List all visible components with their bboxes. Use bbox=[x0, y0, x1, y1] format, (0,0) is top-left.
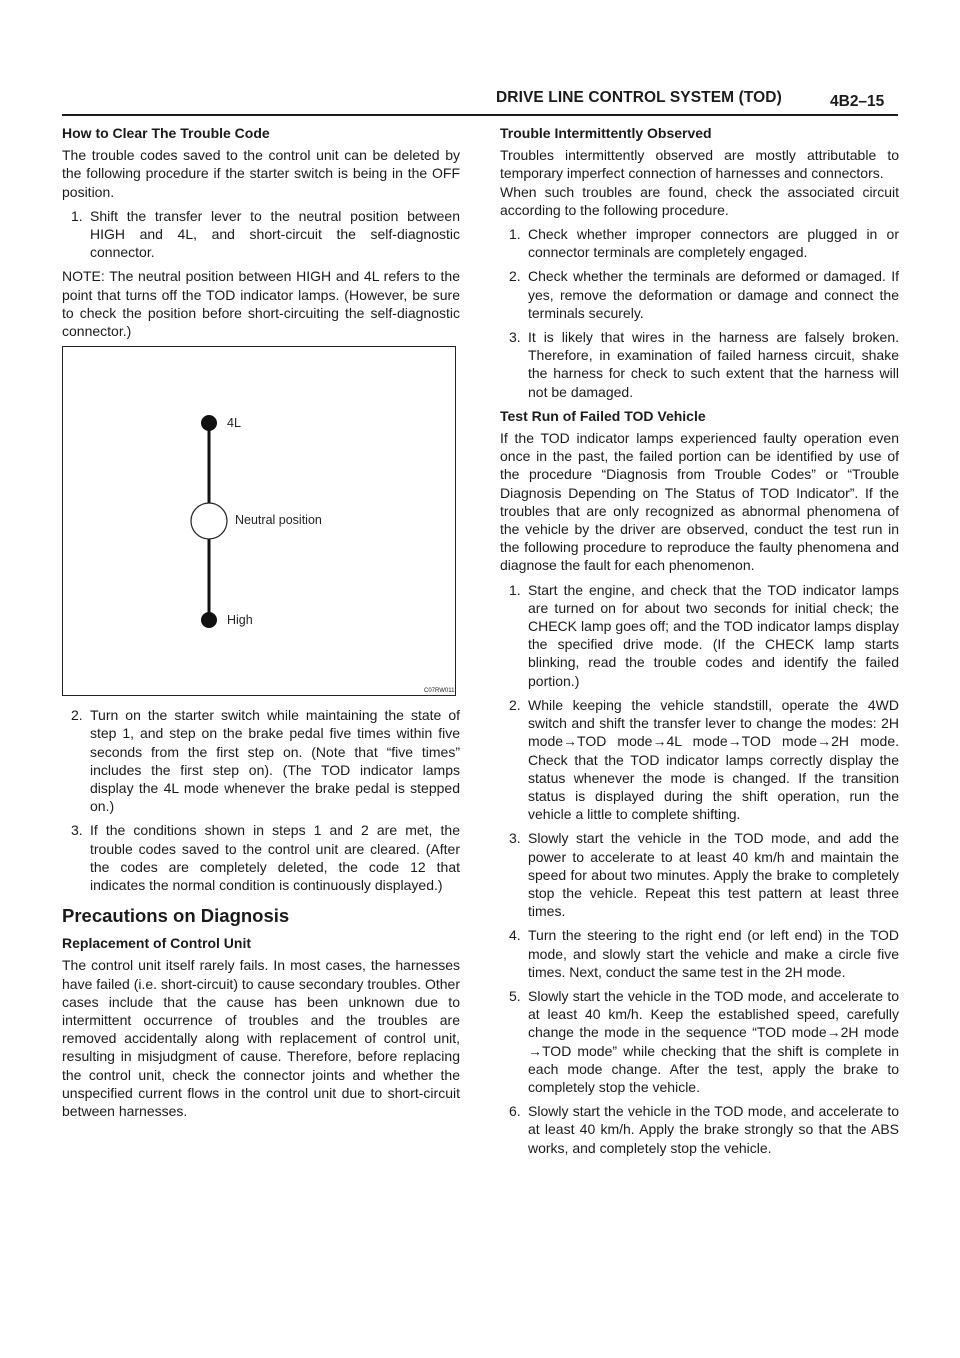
replacement-heading: Replacement of Control Unit bbox=[62, 935, 252, 952]
header-divider bbox=[62, 114, 898, 116]
step-number: 6. bbox=[509, 1103, 521, 1120]
intermittent-paragraph-1: Troubles intermittently observed are mostly attributable to temporary imperfect connection of harnesses and connectors. bbox=[500, 147, 899, 182]
step-text: Shift the transfer lever to the neutral position between HIGH and 4L, and short-circuit the self-diagnostic connector. bbox=[90, 207, 460, 261]
left-column bbox=[62, 124, 460, 1126]
step-number: 3. bbox=[509, 830, 521, 847]
step-text: Turn the steering to the right end (or left end) in the TOD mode, and slowly start the vehicle and make a circle five times. Next, conduct the same test in the 2H mode. bbox=[528, 927, 899, 980]
list-item bbox=[500, 696, 899, 823]
clear-steps-list-a bbox=[62, 207, 460, 262]
list-item bbox=[500, 829, 899, 920]
clear-steps-list-b bbox=[62, 706, 460, 894]
step-text: Slowly start the vehicle in the TOD mode, and add the power to accelerate to at least 40 km/h and maintain the speed for about two minutes. Apply the brake to completely stop the vehicle. Repeat this test pattern at least three times. bbox=[528, 830, 899, 920]
list-item bbox=[62, 207, 460, 262]
step-number: 1. bbox=[71, 207, 83, 224]
precautions-heading: Precautions on Diagnosis bbox=[62, 905, 290, 927]
step-text: Turn on the starter switch while maintaining the state of step 1, and step on the brake pedal five times within five seconds from the first step on. (Note that “five times” includes the first step on). (The TOD indicator lamps display the 4L mode whenever the brake pedal is stepped on.) bbox=[90, 707, 460, 815]
step-text: Start the engine, and check that the TOD indicator lamps are turned on for about two seconds for initial check; the CHECK lamp goes off; and the TOD indicator lamps display the specified drive mode. (If the CHECK lamp starts blinking, read the trouble codes and identify the failed portion.) bbox=[528, 581, 899, 689]
step-number: 5. bbox=[509, 987, 521, 1004]
step-number: 1. bbox=[509, 581, 521, 598]
transfer-lever-figure bbox=[62, 346, 456, 696]
intermittent-paragraph-2: When such troubles are found, check the associated circuit according to the following procedure. bbox=[500, 183, 899, 218]
transfer-lever-diagram bbox=[63, 347, 457, 697]
step-text: It is likely that wires in the harness are falsely broken. Therefore, in examination of failed harness circuit, shake the harness for check to such extent that the harness will not be damaged. bbox=[528, 329, 899, 400]
list-item bbox=[500, 1102, 899, 1157]
step-number: 3. bbox=[71, 822, 83, 839]
step-number: 1. bbox=[509, 226, 521, 243]
list-item bbox=[500, 581, 899, 690]
clear-code-heading: How to Clear The Trouble Code bbox=[62, 125, 270, 141]
position-4l-marker bbox=[201, 415, 217, 431]
step-text: Slowly start the vehicle in the TOD mode, and accelerate to at least 40 km/h. Apply the brake strongly so that the ABS works, and completely stop the vehicle. bbox=[528, 1103, 899, 1156]
figure-code: C07RW011 bbox=[424, 688, 455, 695]
step-text: Check whether improper connectors are plugged in or connector terminals are completely engaged. bbox=[528, 226, 899, 261]
label-neutral: Neutral position bbox=[235, 513, 322, 528]
label-4l: 4L bbox=[227, 416, 241, 431]
list-item bbox=[500, 225, 899, 261]
position-high-marker bbox=[201, 612, 217, 628]
step-text: Slowly start the vehicle in the TOD mode, and accelerate to at least 40 km/h. Keep the established speed, carefully change the mode in the sequence “TOD mode→2H mode →TOD mode” while checking that the shift is complete in each mode change. After the test, apply the brake to completely stop the vehicle. bbox=[528, 987, 899, 1095]
step-number: 2. bbox=[509, 268, 521, 285]
list-item bbox=[62, 706, 460, 815]
step-number: 3. bbox=[509, 329, 521, 346]
section-title: DRIVE LINE CONTROL SYSTEM (TOD) bbox=[496, 89, 782, 106]
intermittent-steps-list bbox=[500, 225, 899, 401]
testrun-intro: If the TOD indicator lamps experienced faulty operation even once in the past, the failed portion can be identified by use of the procedure “Diagnosis from Trouble Codes” or “Trouble Diagnosis Depending on The Status of TOD Indicator”. If the troubles that are only recognized as abnormal phenomena of the vehicle by the driver are observed, conduct the test run in the following procedure to reproduce the faulty phenomena and diagnose the fault for each phenomenon. bbox=[500, 430, 899, 574]
list-item bbox=[500, 267, 899, 322]
page-number: 4B2–15 bbox=[830, 93, 885, 110]
clear-code-intro: The trouble codes saved to the control unit can be deleted by the following procedure if the starter switch is being in the OFF position. bbox=[62, 147, 460, 200]
list-item bbox=[500, 926, 899, 981]
testrun-steps-list bbox=[500, 581, 899, 1157]
position-neutral-marker bbox=[191, 503, 227, 539]
note-paragraph: NOTE: The neutral position between HIGH and 4L refers to the point that turns off the TOD indicator lamps. (However, be sure to check the position before short-circuiting the self-diagnostic connector.) bbox=[62, 268, 460, 340]
label-high: High bbox=[227, 613, 253, 628]
step-text: While keeping the vehicle standstill, operate the 4WD switch and shift the transfer lever to change the modes: 2H mode→TOD mode→4L mode→TOD mode→2H mode. Check that the TOD indicator lamps correctly display the status whenever the mode is changed. If the transition status is displayed during the shift operation, run the vehicle a little to complete shifting. bbox=[528, 696, 899, 823]
step-number: 2. bbox=[509, 696, 521, 713]
step-number: 2. bbox=[71, 707, 83, 724]
list-item bbox=[62, 821, 460, 894]
step-number: 4. bbox=[509, 927, 521, 944]
step-text: Check whether the terminals are deformed or damaged. If yes, remove the deformation or damage and connect the terminals securely. bbox=[528, 268, 899, 321]
intermittent-heading: Trouble Intermittently Observed bbox=[500, 125, 712, 141]
list-item bbox=[500, 328, 899, 401]
right-column bbox=[500, 124, 899, 1163]
replacement-paragraph: The control unit itself rarely fails. In most cases, the harnesses have failed (i.e. short-circuit) to cause secondary troubles. Other cases include that the cause has been unknown due to intermittent occurrence of troubles and the troubles are removed accidentally along with replacement of control unit, resulting in misjudgment of cause. Therefore, before replacing the control unit, check the connector joints and whether the unspecified current flows in the control unit due to short-circuit between harnesses. bbox=[62, 957, 460, 1120]
list-item bbox=[500, 987, 899, 1096]
step-text: If the conditions shown in steps 1 and 2 are met, the trouble codes saved to the control unit are cleared. (After the codes are completely deleted, the code 12 that indicates the normal condition is continuously displayed.) bbox=[90, 822, 460, 894]
testrun-heading: Test Run of Failed TOD Vehicle bbox=[500, 407, 706, 424]
